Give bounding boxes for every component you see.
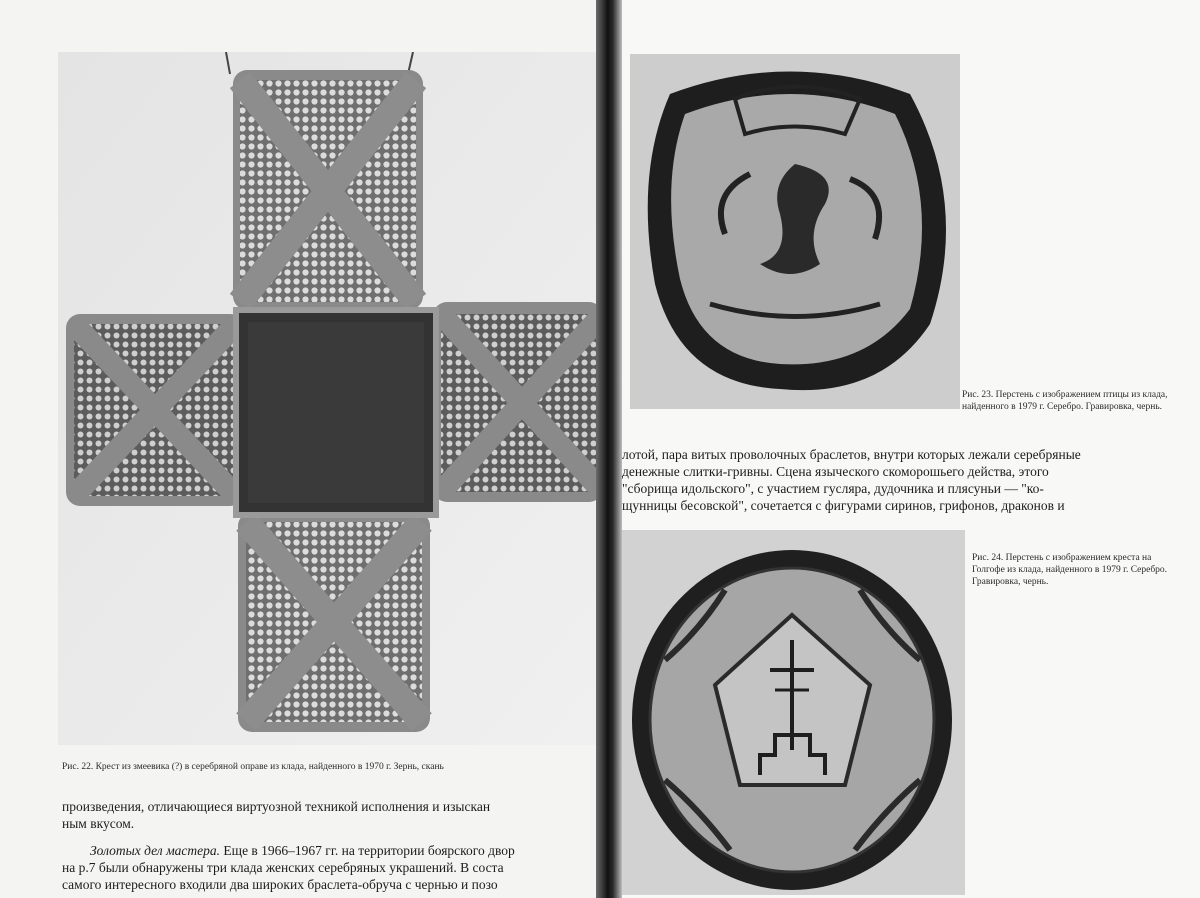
figure-24-caption: Рис. 24. Перстень с изображением креста на Голгофе из клада, найденного в 1979 г. Серебро. Гравировка, чернь. bbox=[972, 553, 1168, 587]
figure-22-cross-photo bbox=[58, 52, 603, 745]
figure-23-caption: Рис. 23. Перстень с изображением птицы из клада, найденного в 1979 г. Серебро. Гравировка, чернь. bbox=[962, 390, 1168, 412]
text-line: лотой, пара витых проволочных браслетов, внутри которых лежали серебряные bbox=[622, 447, 1081, 462]
text-line: "сборища идольского", с участием гусляра, дудочника и плясуньи — "ко- bbox=[622, 481, 1044, 496]
right-page bbox=[612, 0, 1200, 898]
text-line: произведения, отличающиеся виртуозной техникой исполнения и изыскан bbox=[62, 799, 491, 814]
right-body-text bbox=[622, 446, 1081, 514]
figure-22-caption: Рис. 22. Крест из змеевика (?) в серебряной оправе из клада, найденного в 1970 г. Зернь, скань bbox=[62, 762, 444, 772]
text-line: ным вкусом. bbox=[62, 816, 135, 831]
text-line: щунницы бесовской", сочетается с фигурами сиринов, грифонов, драконов и bbox=[622, 498, 1065, 513]
section-lead: Золотых дел мастера. bbox=[90, 843, 221, 858]
book-gutter bbox=[596, 0, 622, 898]
figure-24-ring-cross-photo bbox=[620, 530, 965, 895]
text-line: самого интересного входили два широких браслета-обруча с чернью и позо bbox=[62, 877, 498, 892]
left-body-text bbox=[62, 798, 515, 893]
text-line-rest: Еще в 1966–1967 гг. на территории боярского двор bbox=[220, 843, 515, 858]
text-line: денежные слитки-гривны. Сцена языческого скоморошьего действа, этого bbox=[622, 464, 1049, 479]
text-line bbox=[62, 842, 515, 859]
figure-23-ring-bird-photo bbox=[630, 54, 960, 409]
text-line: на р.7 были обнаружены три клада женских серебряных украшений. В соста bbox=[62, 860, 504, 875]
